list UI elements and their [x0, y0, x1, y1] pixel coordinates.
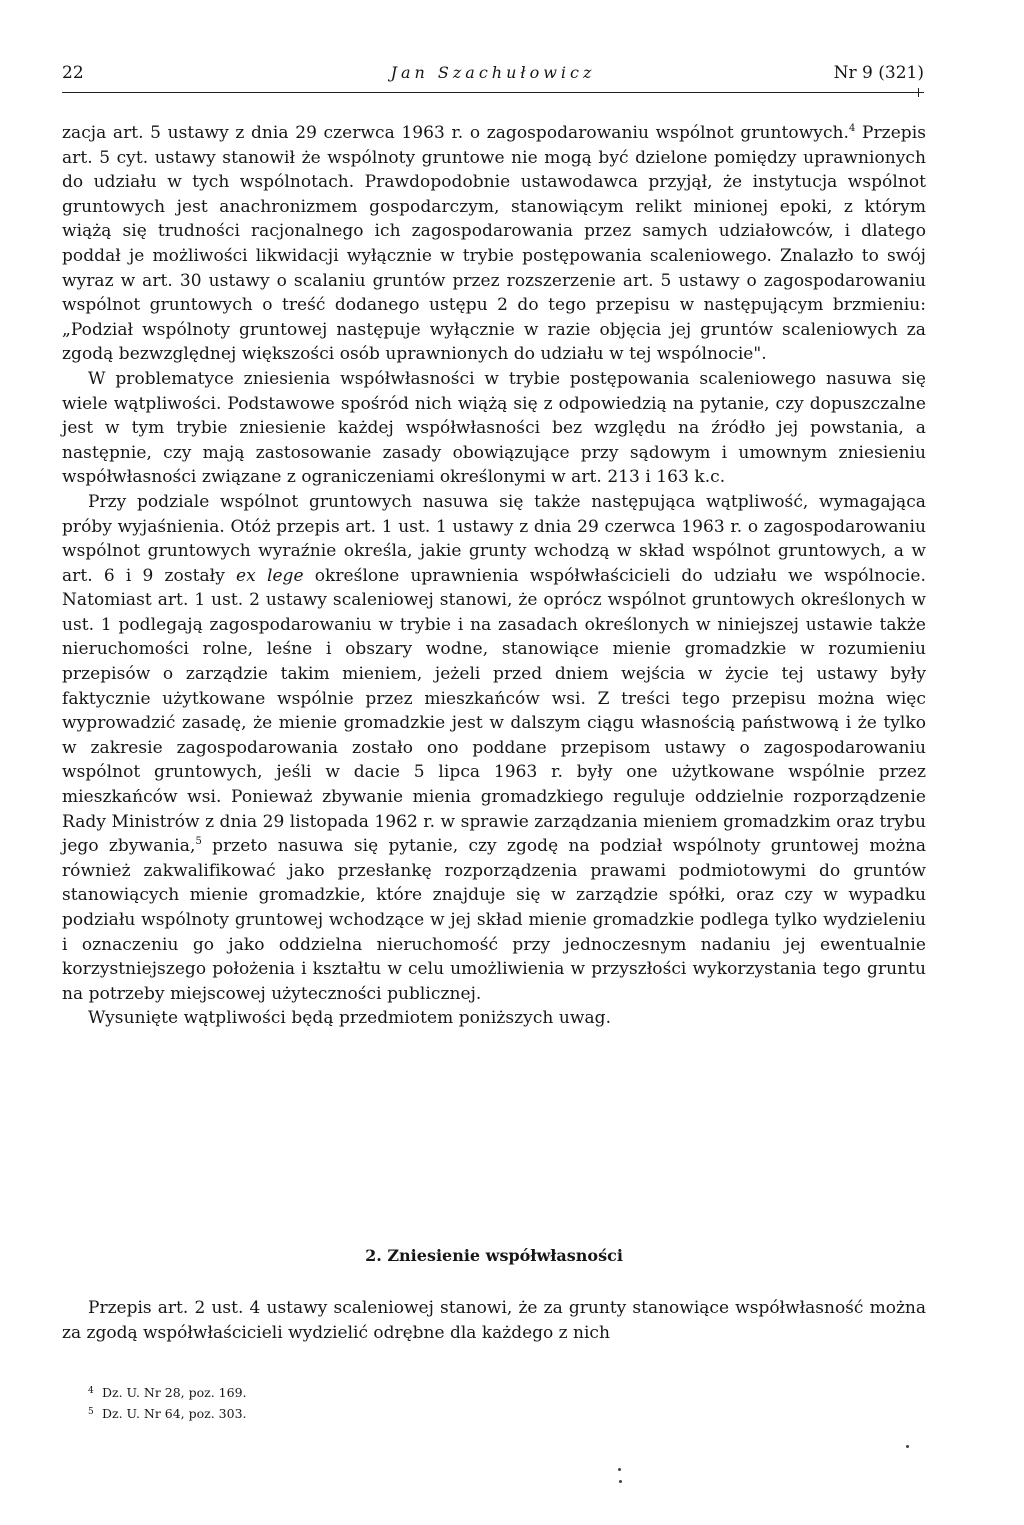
- paragraph: W problematyce zniesienia współwłasności w trybie postępowania scaleniowego nasuwa się wiele wątpliwości. Podstawowe spośród nich wiążą się z odpowiedzią na pytanie, czy dopuszczalne jest w tym trybie zniesienie każdej współwłasności bez względu na źródło jej powstania, a następnie, czy mają zastosowanie zasady obowiązujące przy sądowym i umownym zniesieniu współwłasności związane z ograniczeniami określonymi w art. 213 i 163 k.c.: [62, 368, 926, 488]
- paragraph: Przepis art. 2 ust. 4 ustawy scaleniowej stanowi, że za grunty stanowiące współwłasność można za zgodą współwłaścicieli wydzielić odrębne dla każdego z nich: [62, 1298, 926, 1343]
- paragraph: [62, 490, 926, 1006]
- paragraph-text: Przy podziale wspólnot gruntowych nasuwa się także następująca wątpliwość, wymagająca próby wyjaśnienia. Otóż przepis art. 1 ust. 1 ustawy z dnia 29 czerwca 1963 r. o zagospodarowaniu wspólnot gruntowych wyraźnie określa, jakie grunty wchodzą w skład wspólnot gruntowych, a w art. 6 i 9 zostały: [62, 491, 926, 586]
- footnote-ref-4[interactable]: 4: [848, 123, 856, 134]
- scan-speck: [619, 1480, 622, 1483]
- footnote-text: Dz. U. Nr 64, poz. 303.: [102, 1406, 247, 1421]
- running-head-author: Jan Szachułowicz: [390, 63, 596, 82]
- footnote-ref-5[interactable]: 5: [195, 836, 202, 848]
- footnotes: [88, 1382, 588, 1424]
- latin-phrase: ex lege: [236, 565, 304, 586]
- paragraph: [62, 121, 926, 367]
- paragraph-text: określone uprawnienia współwłaścicieli do udziału we wspólnocie. Natomiast art. 1 ust. 2 ustawy scaleniowej stanowi, że oprócz wspólnot gruntowych określonych w ust. 1 podlegają zagospodarowaniu w trybie i na zasadach określonych w niniejszej ustawie także nieruchomości rolne, leśne i obszary wodne, stanowiące mienie gromadzkie w rozumieniu przepisów o zarządzie takim mieniem, jeżeli przed dniem wejścia w życie tej ustawy były faktycznie użytkowane wspólnie przez mieszkańców wsi. Z treści tego przepisu można więc wyprowadzić zasadę, że mienie gromadzkie jest w dalszym ciągu własnością państwową i że tylko w zakresie zagospodarowania zostało ono poddane przepisom ustawy o zagospodarowaniu wspólnot gruntowych, jeśli w dacie 5 lipca 1963 r. były one użytkowane wspólnie przez mieszkańców wsi. Ponieważ zbywanie mienia gromadzkiego reguluje oddzielnie rozporządzenie Rady Ministrów z dnia 29 listopada 1962 r. w sprawie zarządzania mieniem gromadzkim oraz trybu jego zbywania,: [62, 565, 926, 857]
- article-body: [62, 121, 926, 1031]
- page-number: 22: [62, 63, 84, 83]
- footnote-text: Dz. U. Nr 28, poz. 169.: [102, 1385, 247, 1400]
- scan-speck: [906, 1445, 909, 1448]
- section-heading: 2. Zniesienie współwłasności: [365, 1246, 623, 1265]
- paragraph-text: zacja art. 5 ustawy z dnia 29 czerwca 1963 r. o zagospodarowaniu wspólnot gruntowych.: [62, 123, 849, 143]
- paragraph-text: Przepis art. 5 cyt. ustawy stanowił że wspólnoty gruntowe nie mogą być dzielone pomiędzy uprawnionych do udziału w tych wspólnotach. Prawdopodobnie ustawodawca przyjął, że instytucja wspólnot gruntowych jest anachronizmem gospodarczym, stanowiącym relikt minionej epoki, z którym wiążą się trudności racjonalnego ich zagospodarowania przez samych udziałowców, i dlatego poddał je możliwości likwidacji wyłącznie w trybie postępowania scaleniowego. Znalazło to swój wyraz w art. 30 ustawy o scalaniu gruntów przez rozszerzenie art. 5 ustawy o zagospodarowaniu wspólnot gruntowych o treść dodanego ustępu 2 do tego przepisu w następującym brzmieniu: „Podział wspólnoty gruntowej następuje wyłącznie w razie objęcia jej gruntów scaleniowych za zgodą bezwzględnej większości osób uprawnionych do udziału w tej wspólnocie".: [62, 123, 926, 365]
- running-head: [62, 60, 924, 86]
- footnote: 5 Dz. U. Nr 64, poz. 303.: [88, 1406, 247, 1421]
- footnote: 4 Dz. U. Nr 28, poz. 169.: [88, 1385, 247, 1400]
- scan-speck: [618, 1468, 621, 1471]
- header-rule: [62, 92, 924, 93]
- paragraph-text: przeto nasuwa się pytanie, czy zgodę na podział wspólnoty gruntowej można również zakwalifikować jako przesłankę rozporządzenia prawami podmiotowymi do gruntów stanowiących mienie gromadzkie, które znajduje się w zarządzie spółki, oraz czy w wypadku podziału wspólnoty gruntowej wchodzące w jej skład mienie gromadzkie podlega tylko wydzieleniu i oznaczeniu go jako oddzielna nieruchomość przy jednoczesnym nadaniu jej ewentualnie korzystniejszego położenia i kształtu w celu umożliwienia w przyszłości wykorzystania tego gruntu na potrzeby miejscowej użyteczności publicznej.: [62, 836, 927, 1004]
- paragraph: Wysunięte wątpliwości będą przedmiotem poniższych uwag.: [88, 1008, 612, 1029]
- issue-number: Nr 9 (321): [833, 63, 924, 83]
- header-rule-tick: [918, 88, 919, 97]
